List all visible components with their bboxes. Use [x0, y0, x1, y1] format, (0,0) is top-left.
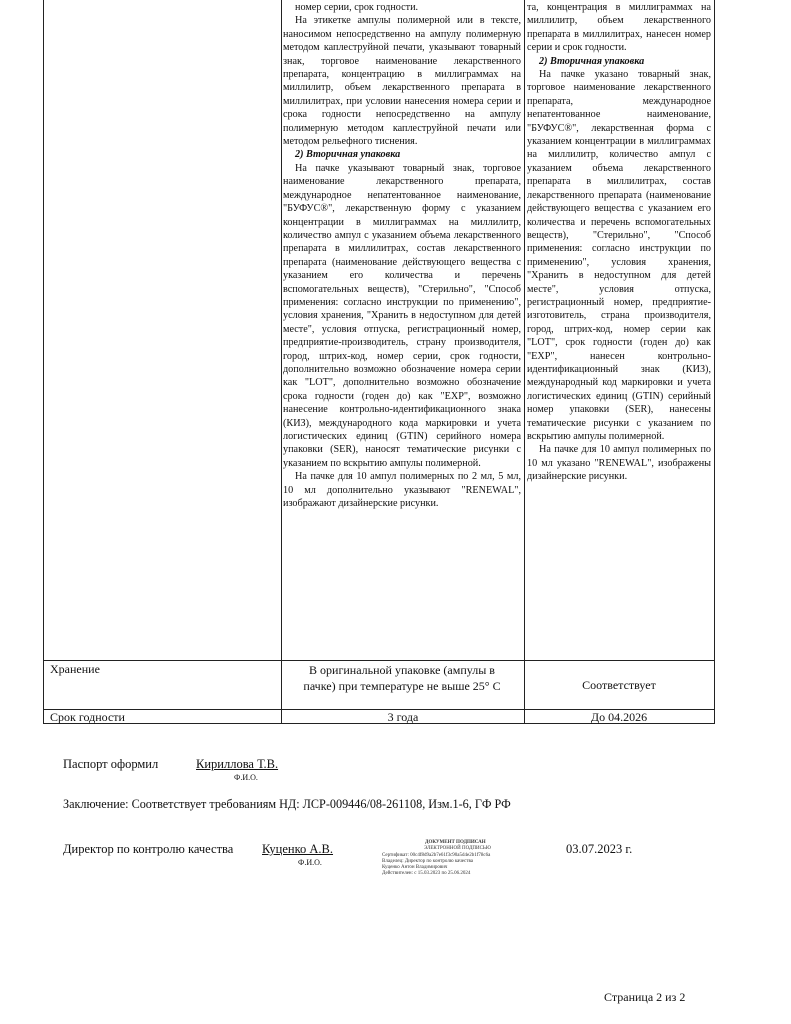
paragraph: На пачке для 10 ампул полимерных по 10 мл указано "RENEWAL", изображены дизайнерские рисунки. [527, 444, 711, 483]
row-divider-storage [43, 660, 715, 661]
stamp-line: Действителен: с 15.03.2023 по 25.06.2024 [382, 871, 471, 876]
stamp-line: Куценко Антон Владимирович [382, 865, 448, 870]
signature-date: 03.07.2023 г. [566, 842, 633, 856]
page-number: Страница 2 из 2 [604, 990, 686, 1004]
paragraph: та, концентрация в миллиграммах на миллилитр, объем лекарственного препарата в миллилитрах, нанесен номер серии и срок годности. [527, 2, 711, 54]
stamp-line: Владелец: Директор по контролю качества [382, 859, 473, 864]
section-heading: 2) Вторичная упаковка [295, 149, 401, 161]
shelf-life-requirement: 3 года [387, 710, 419, 724]
paragraph: На этикетке ампулы полимерной или в тексте, наносимом непосредственно на ампулу полимерную методом каплеструйной печати, указывают товарный знак, торговое наименование лекарственного препарата, концентрацию в миллиграммах на миллилитр, объем лекарственного препарата в миллилитрах, при условии нанесения номера серии и срока годности непосредственно на ампулу полимерную методом каплеструйной печати или методом рельефного тиснения. [283, 15, 521, 148]
section-heading: 2) Вторичная упаковка [539, 55, 645, 67]
table-divider-2 [524, 0, 525, 723]
paragraph: На пачке указывают товарный знак, торговое наименование лекарственного препарата, международное непатентованное наименование, "БУФУС®", лекарственную форму с указанием концентрации в миллиграммах на миллилитр, количество ампул с указанием объема лекарственного препарата в миллилитрах, состав лекарственного препарата (наименование действующего вещества с указанием его количества и перечень вспомогательных веществ), "Стерильно", "Способ применения: согласно инструкции по применению", условия хранения, "Хранить в недоступном для детей месте", условия отпуска, регистрационный номер, предприятие-производитель, страну производителя, город, штрих-код, номер серии, срок годности, дополнительно возможно обозначение номера серии как "LOT", дополнительно возможно обозначение срока годности (годен до) как "EXP", возможно нанесение контрольно-идентификационного знака (КИЗ), международного кода маркировки и учета логистических единиц (GTIN) серийного номера упаковки (SER), наносят тематические рисунки с указанием по вскрытию ампулы полимерной. [283, 162, 521, 469]
director-fio-caption: Ф.И.О. [298, 858, 322, 867]
stamp-line: ДОКУМЕНТ ПОДПИСАН [425, 840, 486, 845]
paragraph: номер серии, срок годности. [295, 2, 419, 13]
shelf-life-result: До 04.2026 [590, 710, 648, 724]
table-border-right [714, 0, 715, 723]
storage-label: Хранение [50, 662, 100, 676]
paragraph: На пачке указано товарный знак, торговое наименование лекарственного препарата, международное непатентованное наименование, "БУФУС®", лекарственная форма с указанием концентрации в миллиграммах на миллилитр, количество ампул с указанием объема лекарственного препарата в миллилитрах, состав лекарственного препарата (наименование действующего вещества с указанием его количества и перечень вспомогательных веществ), "Стерильно", "Способ применения: согласно инструкции по применению", условия хранения, "Хранить в недоступном для детей месте", условия отпуска, регистрационный номер, предприятие-изготовитель, страна производителя, город, штрих-код, номер серии как "LOT", срок годности (годен до) как "EXP", нанесен контрольно-идентификационный знак (КИЗ), международный код маркировки и учета логистических единиц (GTIN) серийный номер упаковки (SER), нанесены тематические рисунки с указанием по вскрытию ампулы полимерной. [527, 69, 711, 442]
passport-fio-caption: Ф.И.О. [234, 773, 258, 782]
passport-name: Кириллова Т.В. [196, 757, 279, 771]
director-name: Куценко А.В. [262, 842, 334, 856]
storage-requirement: В оригинальной упаковке (ампулы в пачке) при температуре не выше 25° С [303, 663, 501, 693]
conclusion: Заключение: Соответствует требованиям НД: ЛСР-009446/08-261108, Изм.1-6, ГФ РФ [63, 797, 511, 811]
table-divider-1 [281, 0, 282, 723]
director-label: Директор по контролю качества [63, 842, 234, 856]
storage-result: Соответствует [582, 678, 656, 692]
requirement-text-column [283, 1, 521, 510]
passport-label: Паспорт оформил [63, 757, 159, 771]
stamp-line: ЭЛЕКТРОННОЙ ПОДПИСЬЮ [424, 846, 491, 851]
shelf-life-label: Срок годности [50, 710, 125, 724]
paragraph: На пачке для 10 ампул полимерных по 2 мл, 5 мл, 10 мл дополнительно указывают "RENEWAL", изображают дизайнерские рисунки. [283, 471, 521, 510]
table-border-left [43, 0, 44, 723]
result-text-column [527, 1, 711, 484]
stamp-line: Сертификат: 00c4f8d9a2b7e61f3c90a5d4e2b1f78c6a [382, 853, 491, 858]
